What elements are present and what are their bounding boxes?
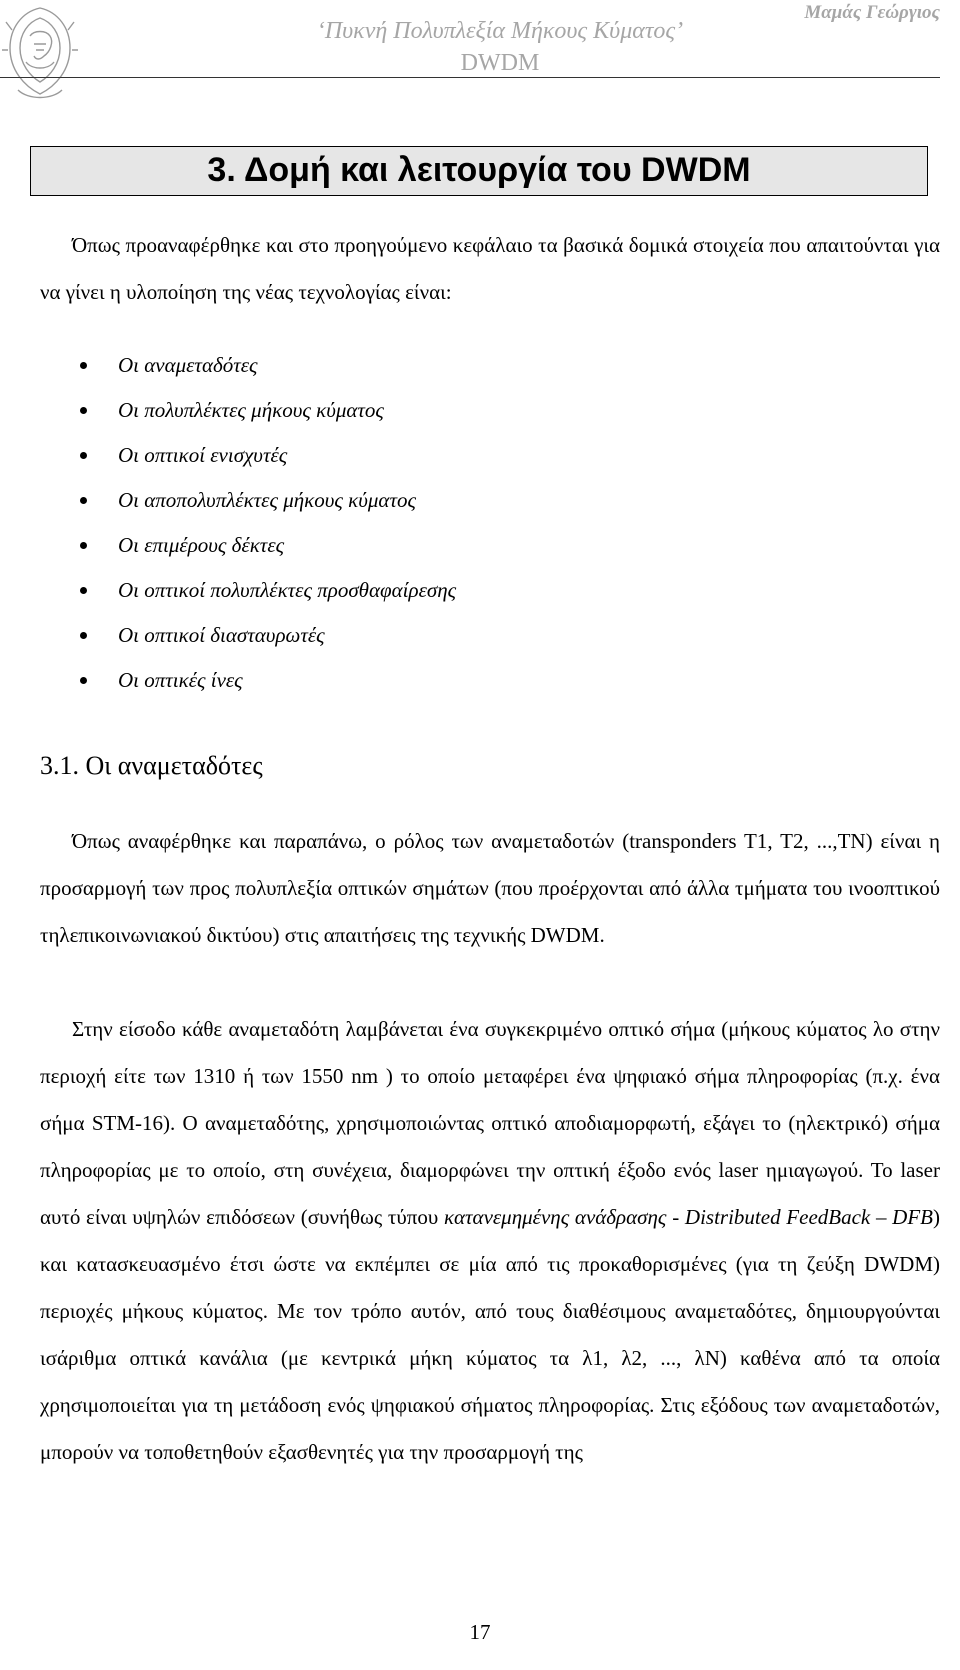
paragraph-text: ) και κατασκευασμένο έτσι ώστε να εκπέμπει σε μία από τις προκαθορισμένες (για τη ζεύξη DWDM) περιοχές μήκους κύματος. Με τον τρόπο αυτόν, από τους διαθέσιμους αναμεταδότες, δημιουργούνται ισάριθμα οπτικά κανάλια (με κεντρικά μήκη κύματος τα λ1, λ2, ..., λN) καθένα από τα οποία χρησιμοποιείται για τη μετάδοση ενός ψηφιακού σήματος πληροφορίας. Στις εξόδους των αναμεταδοτών, μπορούν να τοποθετηθούν εξασθενητές για την προσαρμογή της <box>40 1205 940 1464</box>
header-divider <box>0 77 940 78</box>
list-item: Οι αναμεταδότες <box>40 343 456 388</box>
list-item: Οι οπτικοί διασταυρωτές <box>40 613 456 658</box>
crest-logo-icon <box>0 0 80 110</box>
header-author: Μαμάς Γεώργιος <box>804 2 940 23</box>
page-number: 17 <box>469 1620 491 1644</box>
list-item: Οι οπτικές ίνες <box>40 658 456 703</box>
intro-paragraph: Όπως προαναφέρθηκε και στο προηγούμενο κεφάλαιο τα βασικά δομικά στοιχεία που απαιτούνται για να γίνει η υλοποίηση της νέας τεχνολογίας είναι: <box>40 233 940 304</box>
body-paragraph: Όπως αναφέρθηκε και παραπάνω, ο ρόλος των αναμεταδοτών (transponders T1, T2, ...,TN) είναι η προσαρμογή των προς πολυπλεξία οπτικών σημάτων (που προέρχονται από άλλα τμήματα του ινοοπτικού τηλεπικοινωνιακού δικτύου) στις απαιτήσεις της τεχνικής DWDM. <box>40 829 940 947</box>
body-paragraph <box>40 1006 940 1476</box>
chapter-title: 3. Δομή και λειτουργία του DWDM <box>207 151 751 189</box>
italic-term: κατανεμημένης ανάδρασης <box>443 1205 667 1229</box>
list-item: Οι οπτικοί πολυπλέκτες προσθαφαίρεσης <box>40 568 456 613</box>
list-item: Οι επιμέρους δέκτες <box>40 523 456 568</box>
header-subtitle: DWDM <box>460 50 540 76</box>
italic-term: Distributed FeedBack – DFB <box>684 1205 933 1229</box>
section-title: 3.1. Οι αναμεταδότες <box>40 751 263 780</box>
chapter-title-box <box>30 146 928 196</box>
component-list <box>40 343 456 703</box>
list-item: Οι οπτικοί ενισχυτές <box>40 433 456 478</box>
list-item: Οι αποπολυπλέκτες μήκους κύματος <box>40 478 456 523</box>
paragraph-text: - <box>666 1205 685 1229</box>
list-item: Οι πολυπλέκτες μήκους κύματος <box>40 388 456 433</box>
header-title: ‘Πυκνή Πολυπλεξία Μήκους Κύματος’ <box>316 18 684 44</box>
paragraph-text: Στην είσοδο κάθε αναμεταδότη λαμβάνεται ένα συγκεκριμένο οπτικό σήμα (μήκους κύματος λο στην περιοχή είτε των 1310 ή των 1550 nm ) το οποίο μεταφέρει ένα ψηφιακό σήμα πληροφορίας (π.χ. ένα σήμα STM-16). Ο αναμεταδότης, χρησιμοποιώντας οπτικό αποδιαμορφωτή, εξάγει το (ηλεκτρικό) σήμα πληροφορίας με το οποίο, στη συνέχεια, διαμορφώνει την οπτική έξοδο ενός laser ημιαγωγού. Το laser αυτό είναι υψηλών επιδόσεων (συνήθως τύπου <box>40 1017 940 1229</box>
